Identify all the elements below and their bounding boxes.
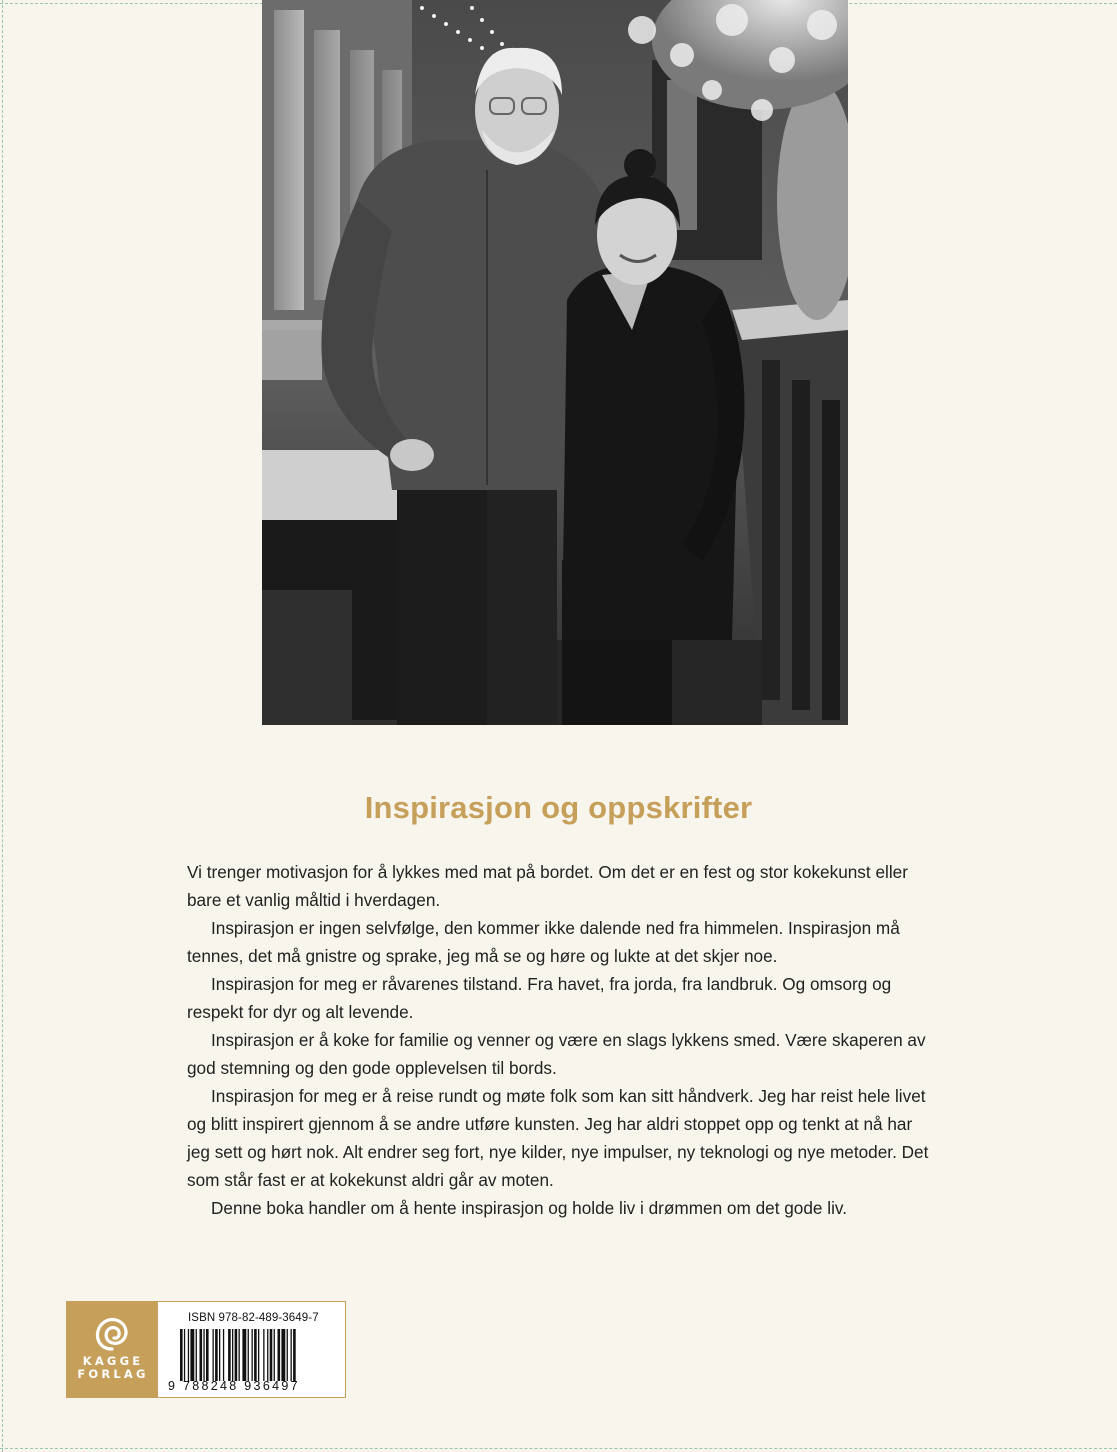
trim-line-left: [2, 0, 3, 1452]
barcode-bar: [196, 1329, 197, 1381]
barcode-bar: [235, 1329, 238, 1381]
barcode-bar: [281, 1329, 285, 1381]
barcode-bar: [242, 1329, 246, 1381]
barcode-bar: [180, 1329, 183, 1381]
barcode-bar: [252, 1329, 253, 1381]
paragraph: Denne boka handler om å hente inspirasjon og holde liv i drømmen om det gode liv.: [211, 1198, 847, 1218]
paragraph: Inspirasjon for meg er å reise rundt og møte folk som kan sitt håndverk. Jeg har reist hele livet og blitt inspirert gjennom å se andre utføre kunsten. Jeg har aldri stoppet opp og tenkt at nå har jeg sett og hørt nok. Alt endrer seg fort, nye kilder, nye impulser, ny teknologi og nye metoder. Det som står fast er at kokekunst aldri går av moten.: [187, 1086, 929, 1190]
barcode-bar: [184, 1329, 185, 1381]
publisher-name-line1: KAGGE: [82, 1354, 144, 1368]
barcode: [180, 1329, 340, 1381]
barcode-bar: [278, 1329, 281, 1381]
isbn-label: ISBN 978-82-489-3649-7: [188, 1312, 319, 1324]
barcode-bar: [200, 1329, 203, 1381]
barcode-bar: [293, 1329, 296, 1381]
barcode-bar: [203, 1329, 204, 1381]
barcode-bar: [206, 1329, 209, 1381]
publisher-logo: [66, 1301, 157, 1398]
barcode-bar: [219, 1329, 220, 1381]
barcode-bar: [267, 1329, 268, 1381]
barcode-bar: [274, 1329, 275, 1381]
barcode-bar: [258, 1329, 259, 1381]
barcode-bar: [228, 1329, 231, 1381]
author-photo-illustration: [262, 0, 848, 725]
paragraph: Inspirasjon er ingen selvfølge, den kommer ikke dalende ned fra himmelen. Inspirasjon må tennes, det må gnistre og sprake, jeg må se og høre og lukte at det skjer noe.: [187, 918, 900, 966]
barcode-bar: [232, 1329, 233, 1381]
author-photo: [262, 0, 848, 725]
barcode-bar: [215, 1329, 218, 1381]
barcode-bar: [213, 1329, 214, 1381]
barcode-bar: [239, 1329, 240, 1381]
barcode-bar: [270, 1329, 273, 1381]
paragraph: Vi trenger motivasjon for å lykkes med mat på bordet. Om det er en fest og stor kokekunst eller bare et vanlig måltid i hverdagen.: [187, 862, 908, 910]
barcode-bar: [248, 1329, 249, 1381]
barcode-bar: [291, 1329, 292, 1381]
barcode-box: [157, 1301, 346, 1398]
barcode-bar: [190, 1329, 194, 1381]
paragraph: Inspirasjon for meg er råvarenes tilstand. Fra havet, fra jorda, fra landbruk. Og omsorg og respekt for dyr og alt levende.: [187, 974, 892, 1022]
barcode-bar: [254, 1329, 257, 1381]
paragraph: Inspirasjon er å koke for familie og venner og være en slags lykkens smed. Være skaperen av god stemning og den gode opplevelsen til bords.: [187, 1030, 926, 1078]
barcode-digits: 9 788248 936497: [168, 1379, 300, 1393]
barcode-bar: [188, 1329, 189, 1381]
barcode-bar: [263, 1329, 264, 1381]
barcode-bar: [223, 1329, 224, 1381]
spiral-icon: [92, 1313, 132, 1355]
section-heading: Inspirasjon og oppskrifter: [364, 790, 753, 825]
body-text: [187, 858, 932, 1222]
trim-line-bottom: [0, 1448, 1117, 1449]
publisher-name-line2: FORLAG: [77, 1367, 149, 1381]
barcode-bar: [287, 1329, 288, 1381]
